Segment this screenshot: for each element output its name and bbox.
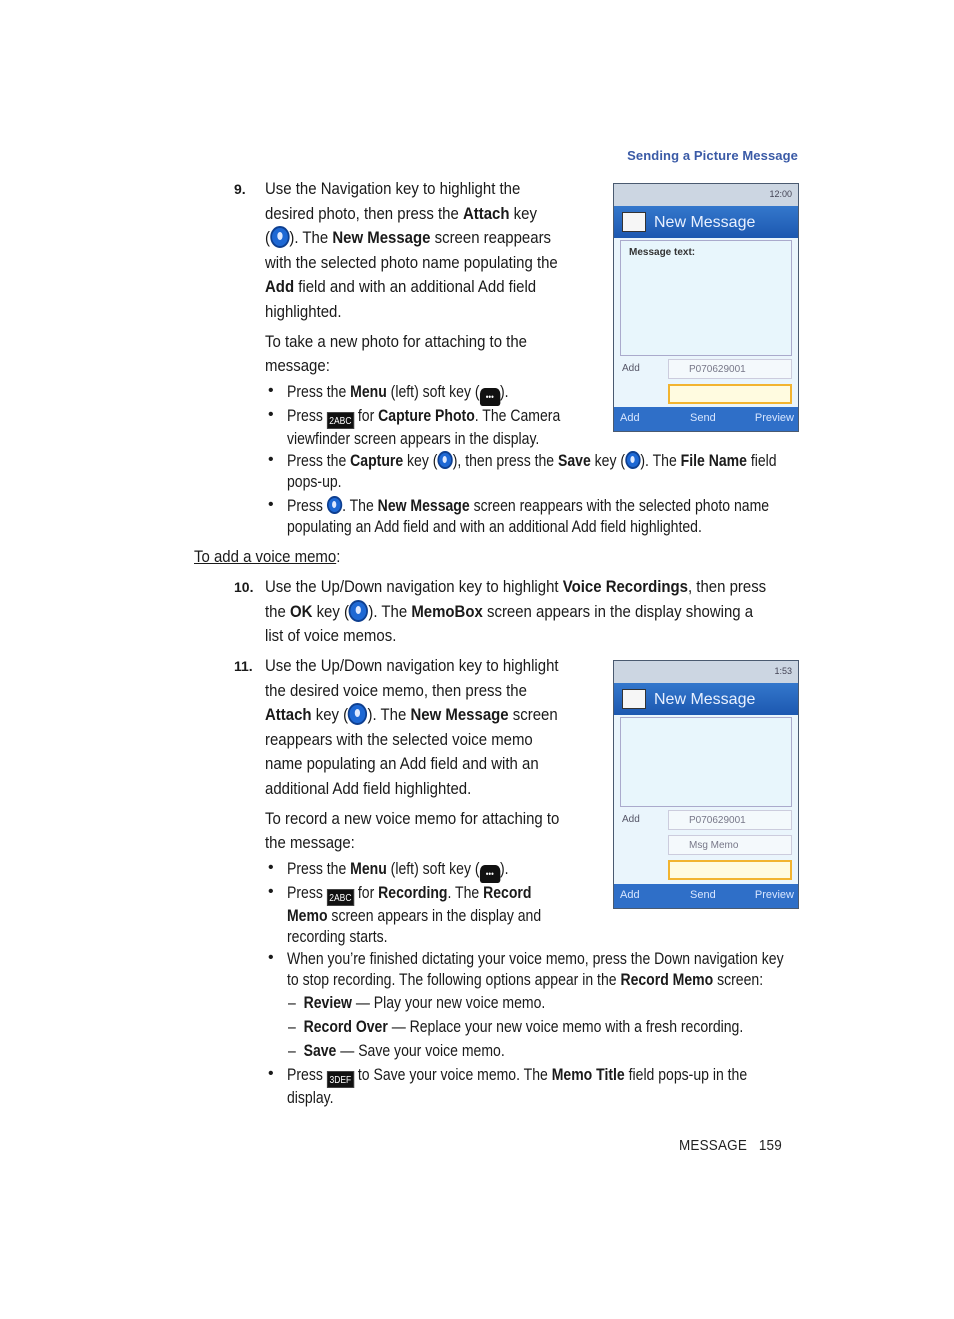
key-3-icon: 3DEF: [327, 1071, 354, 1088]
message-text-field: Message text:: [620, 240, 792, 356]
soft-key-bar: Add Send Preview: [614, 884, 798, 908]
key-2-icon: 2ABC: [327, 889, 354, 906]
add-row: Add P070629001: [620, 359, 792, 381]
step-11-text: Use the Up/Down navigation key to highlight the desired voice memo, then press the Attach key ( ). The New Message screen reappears with the selected voice memo name populating an Add field and with an additional Add field highlighted. To record a new voice memo for attaching to the message:: [265, 656, 560, 853]
step-11-number: 11.: [234, 658, 253, 674]
add-row: Add P070629001: [620, 810, 792, 832]
menu-soft-key-icon: •••: [480, 865, 500, 883]
ok-key-icon: [327, 496, 342, 514]
status-bar: 12:00: [614, 184, 798, 206]
envelope-icon: [622, 689, 646, 709]
screen-title: New Message: [614, 206, 798, 238]
ok-key-icon: [348, 703, 367, 725]
step-10-text: Use the Up/Down navigation key to highlight Voice Recordings, then press the OK key ( ). The MemoBox screen appears in the display showing a list of voice memos.: [265, 577, 767, 646]
ok-key-icon: [349, 600, 368, 622]
key-2-icon: 2ABC: [327, 412, 354, 429]
phone-screenshot-new-message-voice: [613, 660, 799, 909]
step-9-text: Use the Navigation key to highlight the desired photo, then press the Attach key ( ). The New Message screen reappears with the selected photo name populating the Add field and with an additional Add field highlighted. To take a new photo for attaching to the message:: [265, 179, 558, 376]
envelope-icon: [622, 212, 646, 232]
ok-key-icon: [270, 226, 289, 248]
menu-soft-key-icon: •••: [480, 388, 500, 406]
voice-memo-heading: To add a voice memo:: [194, 547, 341, 566]
status-bar: 1:53: [614, 661, 798, 683]
option-review: – Review — Play your new voice memo.: [288, 994, 546, 1012]
page-footer: MESSAGE 159: [679, 1137, 782, 1154]
message-text-field: [620, 717, 792, 807]
step-9-number: 9.: [234, 181, 246, 197]
ok-key-icon: [437, 451, 452, 469]
option-record-over: – Record Over — Replace your new voice memo with a fresh recording.: [288, 1018, 744, 1036]
screen-title: New Message: [614, 683, 798, 715]
soft-key-bar: Add Send Preview: [614, 407, 798, 431]
add-row-highlighted: [620, 860, 792, 882]
phone-screenshot-new-message: [613, 183, 799, 432]
memo-row: Msg Memo: [620, 835, 792, 857]
add-row-highlighted: [620, 384, 792, 406]
ok-key-icon: [625, 451, 640, 469]
option-save: – Save — Save your voice memo.: [288, 1042, 505, 1060]
running-header: Sending a Picture Message: [627, 148, 798, 163]
step-10-number: 10.: [234, 579, 254, 595]
